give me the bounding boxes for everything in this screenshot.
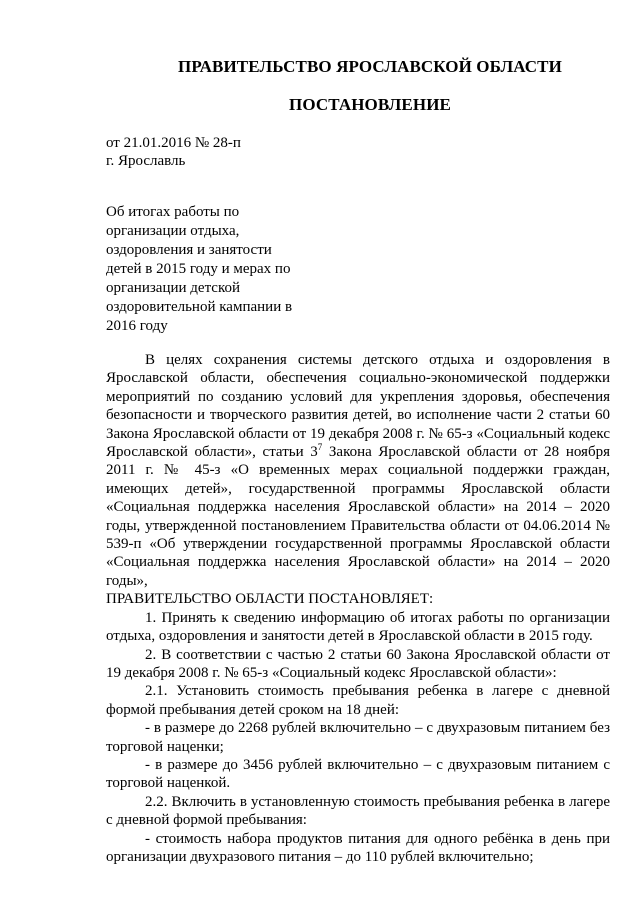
subject-line: детей в 2015 году и мерах по bbox=[106, 261, 291, 277]
paragraph-2-1-b: - в размере до 3456 рублей включительно – с двухразовым питанием с торговой наценкой. bbox=[106, 756, 610, 792]
subject-line: организации отдыха, bbox=[106, 223, 240, 239]
paragraph-2-2: 2.2. Включить в установленную стоимость пребывания ребенка в лагере с дневной формой пребывания: bbox=[106, 793, 610, 829]
paragraph-2-1-a: - в размере до 2268 рублей включительно – с двухразовым питанием без торговой наценки; bbox=[106, 720, 610, 755]
subject-line: оздоровления и занятости bbox=[106, 242, 272, 258]
preamble-text-b: Закона Ярославской области от 28 ноября 2011 г. № 45-з «О временных мерах социальной поддержки граждан, имеющих детей», государственной программы Ярославской области «Социальная поддержка населения Ярославской области» на 2014 – 2020 годы, утвержденной постановлением Правительства области от 04.06.2014 № 539-п «Об утверждении государственной программы Ярославской области «Социальная поддержка населения Ярославской области» на 2014 – 2020 годы», bbox=[106, 444, 610, 589]
document-type-title: ПОСТАНОВЛЕНИЕ bbox=[289, 95, 451, 114]
subject-line: 2016 году bbox=[106, 318, 168, 334]
article-superscript: 7 bbox=[317, 442, 323, 453]
paragraph-1: 1. Принять к сведению информацию об итогах работы по организации отдыха, оздоровления и занятости детей в Ярославской области в 2015 году. bbox=[106, 609, 610, 645]
paragraph-2-2-a: - стоимость набора продуктов питания для одного ребёнка в день при организации двухразового питания – до 110 рублей включительно; bbox=[106, 830, 610, 865]
document-body bbox=[106, 351, 610, 866]
preamble-paragraph bbox=[106, 351, 610, 590]
city: г. Ярославль bbox=[106, 153, 186, 169]
subject-line: организации детской bbox=[106, 280, 241, 296]
document-subject bbox=[106, 203, 316, 336]
paragraph-2: 2. В соответствии с частью 2 статьи 60 Закона Ярославской области от 19 декабря 2008 г. № 65-з «Социальный кодекс Ярославской области»: bbox=[106, 646, 610, 681]
resolution-heading: ПРАВИТЕЛЬСТВО ОБЛАСТИ ПОСТАНОВЛЯЕТ: bbox=[106, 591, 434, 608]
government-title: ПРАВИТЕЛЬСТВО ЯРОСЛАВСКОЙ ОБЛАСТИ bbox=[178, 57, 562, 76]
subject-line: оздоровительной кампании в bbox=[106, 299, 293, 315]
preamble-text-a: В целях сохранения системы детского отдыха и оздоровления в Ярославской области, обеспечения социально-экономической поддержки мероприятий по созданию условий для укрепления здоровья, обеспечения безопасности и творческого развития детей, во исполнение части 2 статьи 60 Закона Ярославской области от 19 декабря 2008 г. № 65-з «Социальный кодекс Ярославской области», статьи 3 bbox=[106, 352, 610, 461]
subject-line: Об итогах работы по bbox=[106, 204, 240, 220]
paragraph-2-1: 2.1. Установить стоимость пребывания ребенка в лагере с дневной формой пребывания детей сроком на 18 дней: bbox=[106, 683, 610, 718]
date-number: от 21.01.2016 № 28-п bbox=[106, 135, 241, 151]
